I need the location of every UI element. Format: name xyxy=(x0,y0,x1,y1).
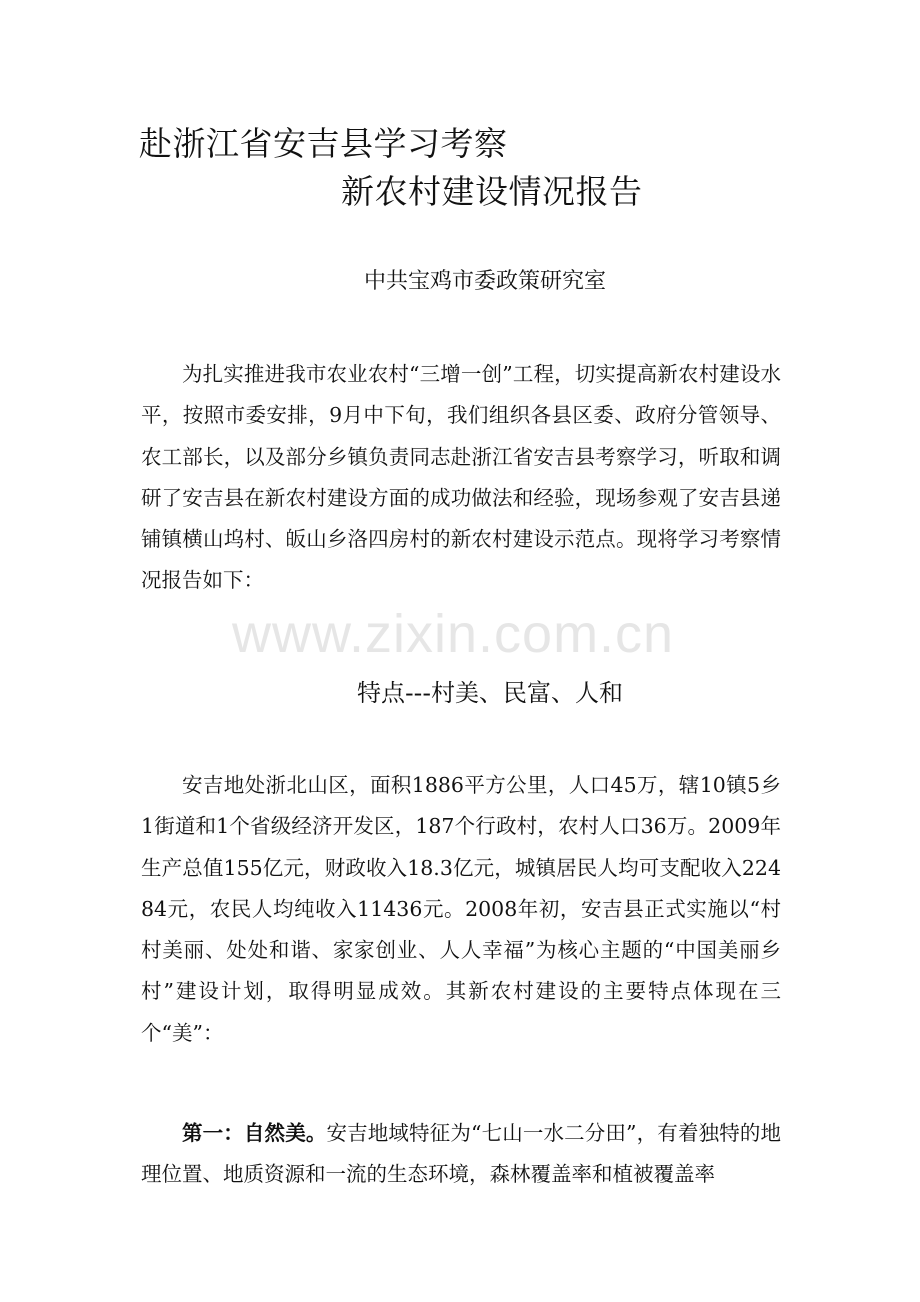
intro-paragraph: 为扎实推进我市农业农村“三增一创”工程，切实提高新农村建设水平，按照市委安排，9月中下旬，我们组织各县区委、政府分管领导、农工部长，以及部分乡镇负责同志赴浙江省安吉县考察学习，听取和调研了安吉县在新农村建设方面的成功做法和经验，现场参观了安吉县递铺镇横山坞村、皈山乡洛四房村的新农村建设示范点。现将学习考察情况报告如下： xyxy=(141,362,781,593)
nature-paragraph xyxy=(141,1113,781,1196)
nature-paragraph-lead: 第一：自然美。 xyxy=(182,1121,327,1145)
document-title-line-2: 新农村建设情况报告 xyxy=(341,172,643,211)
watermark: www.zixin.com.cn xyxy=(232,604,675,664)
area-paragraph: 安吉地处浙北山区，面积1886平方公里，人口45万，辖10镇5乡1街道和1个省级经济开发区，187个行政村，农村人口36万。2009年生产总值155亿元，财政收入18.3亿元，城镇居民人均可支配收入22484元，农民人均纯收入11436元。2008年初，安吉县正式实施以“村村美丽、处处和谐、家家创业、人人幸福”为核心主题的“中国美丽乡村”建设计划，取得明显成效。其新农村建设的主要特点体现在三个“美”： xyxy=(141,773,781,1045)
document-author: 中共宝鸡市委政策研究室 xyxy=(363,269,606,294)
document-title-line-1: 赴浙江省安吉县学习考察 xyxy=(139,124,508,163)
nature-paragraph-body: 安吉地域特征为“七山一水二分田”，有着独特的地理位置、地质资源和一流的生态环境，森林覆盖率和植被覆盖率 xyxy=(141,1121,782,1187)
section-heading: 特点---村美、民富、人和 xyxy=(357,679,623,707)
